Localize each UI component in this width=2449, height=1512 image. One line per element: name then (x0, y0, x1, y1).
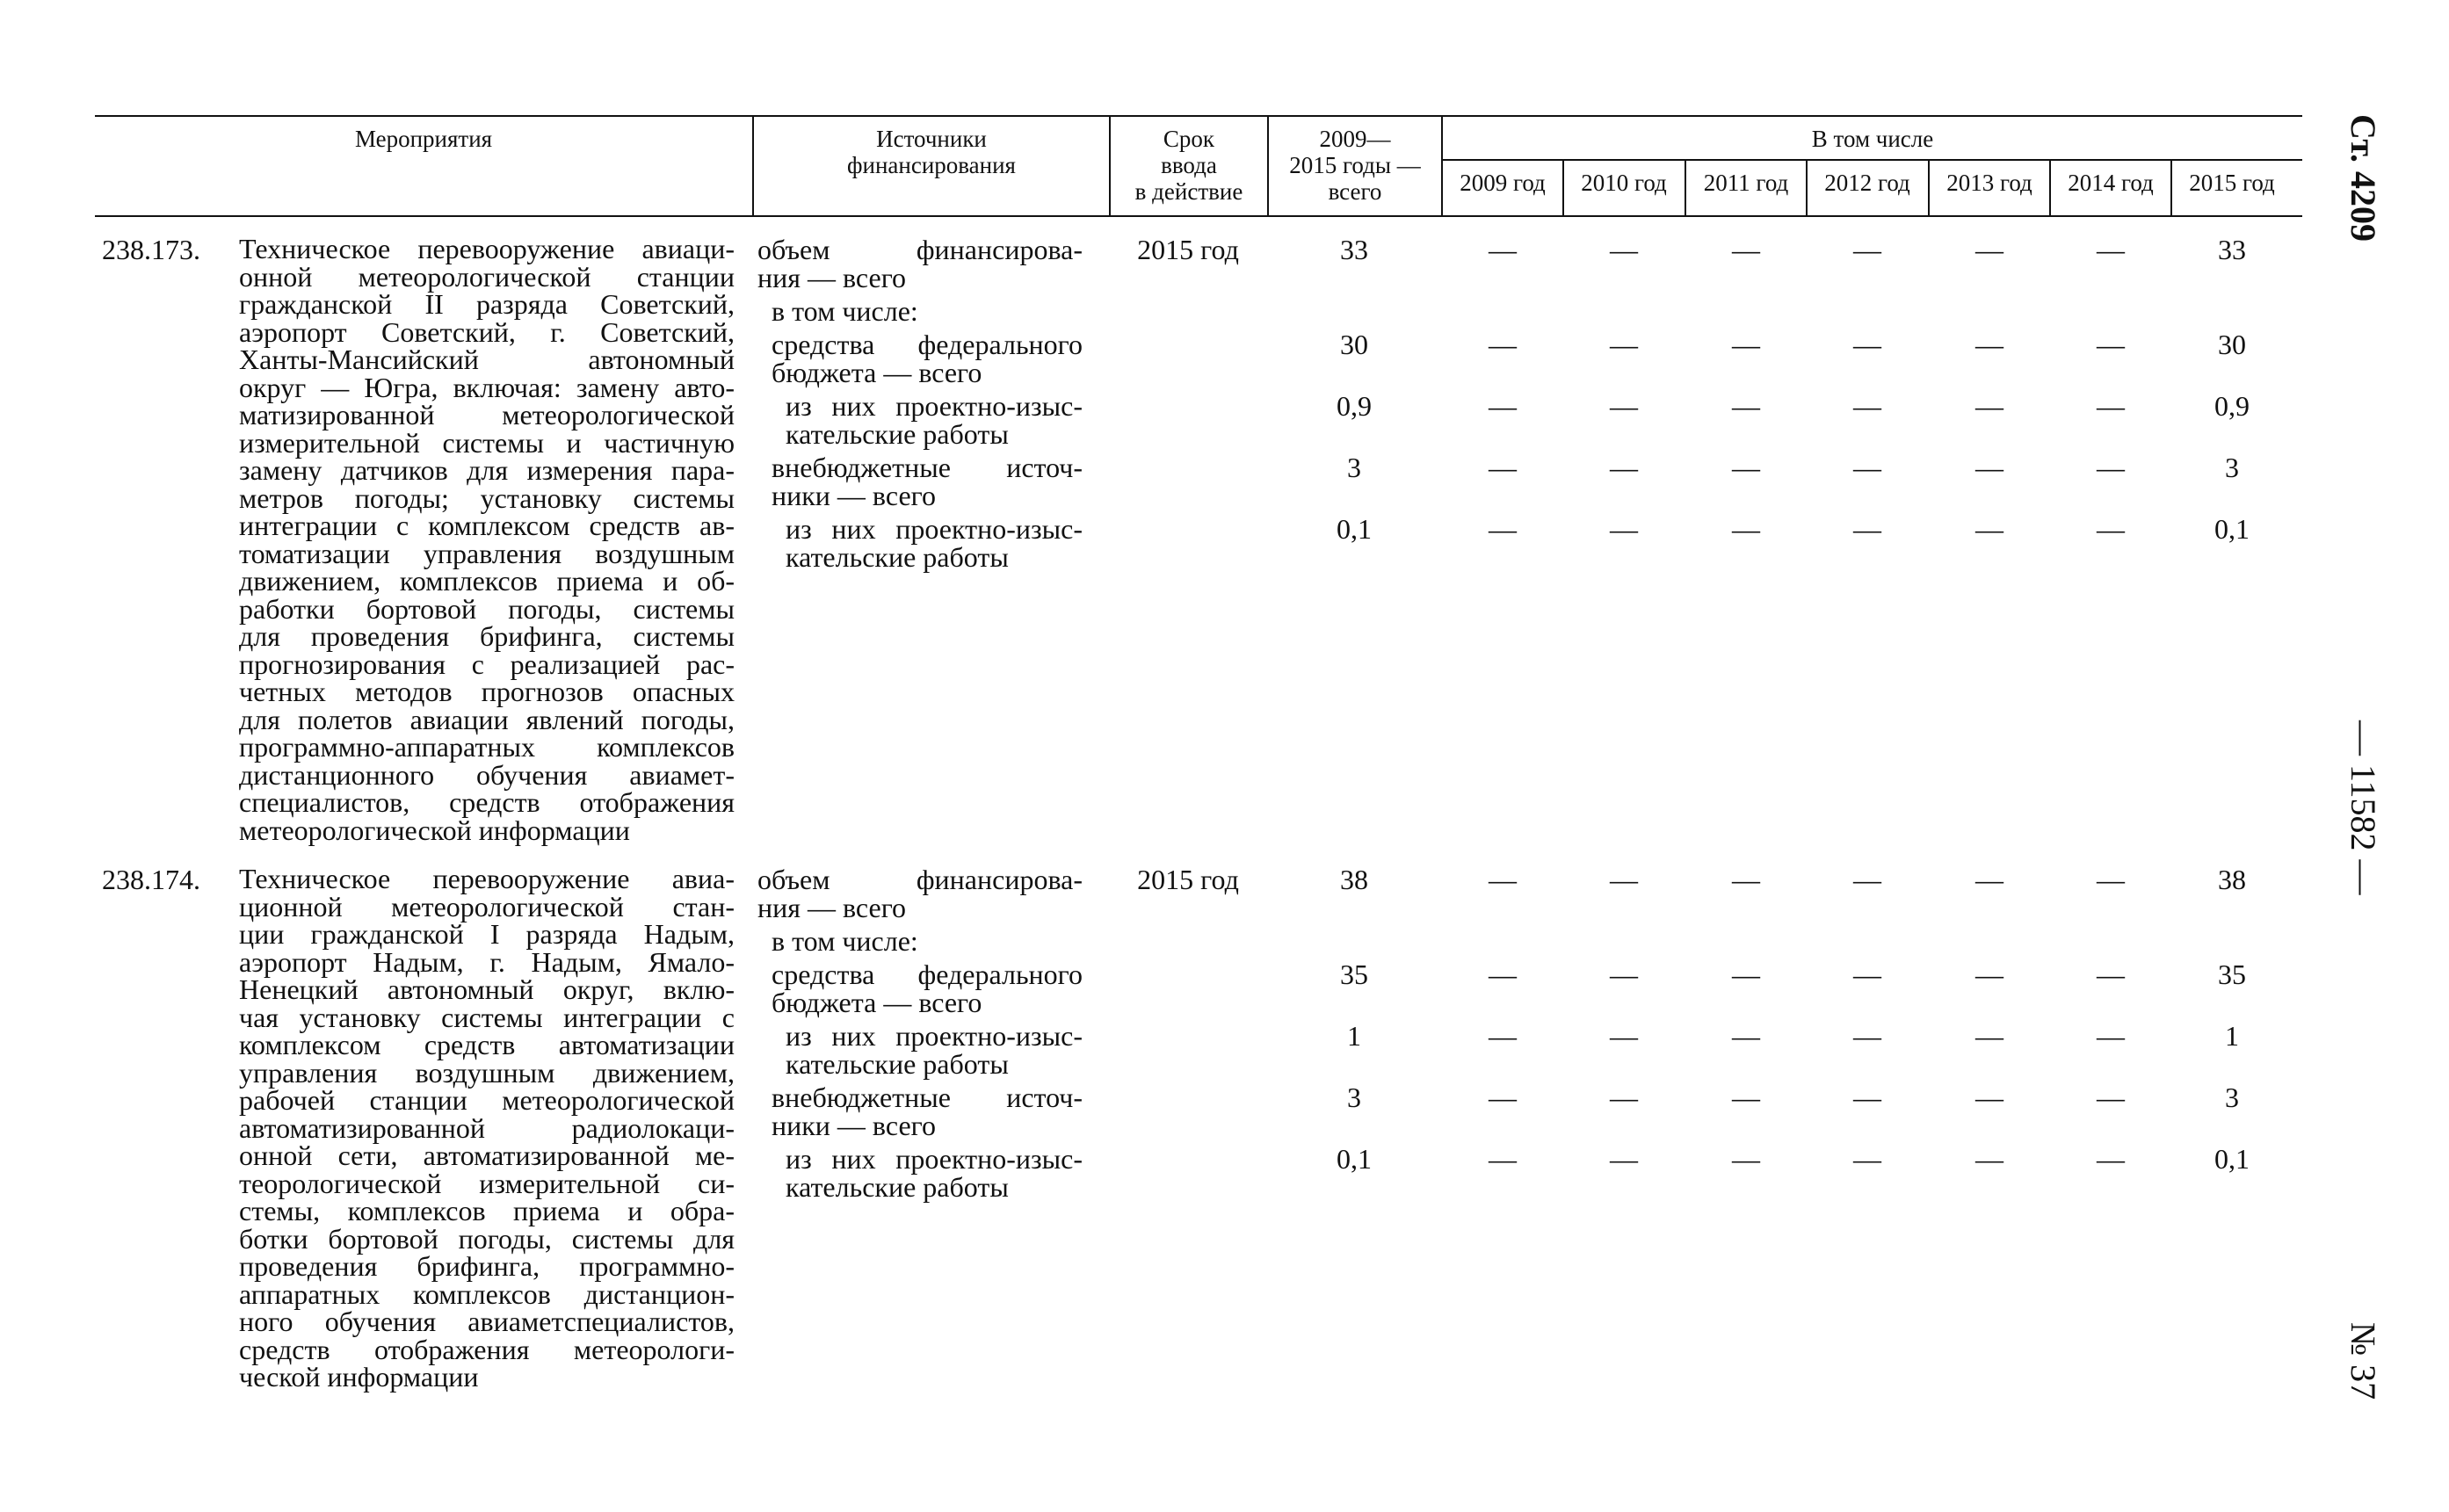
year-value: — (1853, 329, 1881, 360)
description-line: аэропорт Советский, г. Советский, (239, 315, 735, 348)
description-line: матизированной метеорологической (239, 399, 735, 430)
description-line: чая установку системы интеграции с (239, 1001, 735, 1033)
description-line: для проведения брифинга, системы (239, 620, 735, 652)
year-value: — (1853, 513, 1881, 545)
description-line: четных методов прогнозов опасных (239, 676, 735, 707)
header-bottom-rule (95, 215, 2302, 217)
funding-source-line: из них проектно-изыс- (786, 390, 1083, 422)
year-value: — (1732, 452, 1760, 483)
description-line: метеорологической информации (239, 814, 630, 846)
year-value: — (1975, 1020, 2003, 1052)
year-value: — (1489, 513, 1517, 545)
year-value: 1 (2225, 1020, 2239, 1052)
year-value: 3 (2225, 1082, 2239, 1113)
funding-source-line: средства федерального (772, 959, 1083, 990)
year-value: — (1975, 1143, 2003, 1175)
funding-source (786, 1145, 1083, 1201)
description-line: интеграции с комплексом средств ав- (239, 510, 735, 541)
description-line: комплексом средств автоматизации (239, 1029, 735, 1060)
year-value: — (1975, 1082, 2003, 1113)
years-header-rule (1441, 159, 2302, 161)
funding-source (757, 235, 1083, 292)
year-value: — (1610, 1082, 1638, 1113)
header-year: 2014 год (2068, 170, 2154, 196)
description-line: ционной метеорологической стан- (239, 890, 735, 922)
funding-source (772, 453, 1083, 510)
row-number: 238.173. (102, 234, 200, 265)
description-line: онной метеорологической станции (239, 260, 735, 293)
description-line: Ханты-Мансийский автономный (239, 344, 735, 375)
description-line: прогнозирования с реализацией рас- (239, 647, 735, 680)
year-value: — (1975, 959, 2003, 990)
year-value: — (1732, 329, 1760, 360)
funding-source-line: ния — всего (757, 262, 907, 293)
commissioning-term: 2015 год (1137, 864, 1239, 895)
year-value: — (1489, 1082, 1517, 1113)
year-value: — (2097, 1082, 2125, 1113)
description-line: Техническое перевооружение авиа- (239, 863, 735, 894)
year-value: — (1489, 452, 1517, 483)
description-line: средств отображения метеорологи- (239, 1333, 735, 1365)
year-value: — (1853, 1143, 1881, 1175)
description-line: метров погоды; установку системы (239, 481, 735, 514)
funding-source-line: в том числе: (772, 295, 918, 327)
year-value: — (1489, 1020, 1517, 1052)
year-value: — (1610, 452, 1638, 483)
funding-source-line: ния — всего (757, 892, 907, 923)
funding-source-line: объем финансирова- (757, 864, 1083, 895)
total-value: 38 (1340, 864, 1368, 895)
year-value: — (1732, 959, 1760, 990)
year-value: — (1489, 390, 1517, 422)
description-line: рабочей станции метеорологической (239, 1084, 735, 1116)
year-value: — (1732, 234, 1760, 265)
description-line: теорологической измерительной си- (239, 1167, 735, 1199)
year-value: — (1610, 1143, 1638, 1175)
issue-number: № 37 (2344, 1322, 2383, 1400)
year-value: — (1489, 1143, 1517, 1175)
year-value: — (2097, 329, 2125, 360)
description-line: специалистов, средств отображения (239, 786, 735, 818)
measure-description (239, 235, 735, 844)
year-value: 0,9 (2214, 390, 2250, 422)
year-value: — (1610, 864, 1638, 895)
total-value: 33 (1340, 234, 1368, 265)
description-line: программно-аппаратных комплексов (239, 731, 735, 763)
funding-source-line: кательские работы (786, 1171, 1009, 1203)
year-value: — (1489, 329, 1517, 360)
funding-source-line: ники — всего (772, 480, 936, 511)
description-line: ботки бортовой погоды, системы для (239, 1222, 735, 1255)
funding-source-line: кательские работы (786, 1048, 1009, 1080)
funding-source-line: кательские работы (786, 541, 1009, 573)
year-value: — (1610, 390, 1638, 422)
total-value: 1 (1347, 1020, 1361, 1052)
total-value: 30 (1340, 329, 1368, 360)
header-measures: Мероприятия (354, 126, 493, 152)
year-value: — (1610, 234, 1638, 265)
funding-source-line: кательские работы (786, 418, 1009, 450)
year-value: — (1732, 864, 1760, 895)
description-line: томатизации управления воздушным (239, 537, 735, 569)
description-line: для полетов авиации явлений погоды, (239, 703, 735, 735)
description-line: ческой информации (239, 1361, 479, 1393)
description-line: Ненецкий автономный округ, вклю- (239, 973, 735, 1005)
funding-source-line: из них проектно-изыс- (786, 1020, 1083, 1052)
funding-source-line: внебюджетные источ- (772, 1082, 1083, 1113)
table-top-rule (95, 115, 2302, 117)
header-sources: Источники финансирования (847, 126, 1016, 178)
year-value: — (1853, 452, 1881, 483)
year-value: — (2097, 1143, 2125, 1175)
year-value: — (2097, 959, 2125, 990)
funding-source (786, 392, 1083, 448)
total-value: 0,1 (1337, 513, 1372, 545)
funding-source (772, 330, 1083, 387)
year-value: — (1489, 959, 1517, 990)
description-line: онной сети, автоматизированной ме- (239, 1139, 735, 1171)
header-year: 2010 год (1581, 170, 1667, 196)
funding-source (757, 865, 1083, 922)
year-value: — (1853, 234, 1881, 265)
funding-source-line: из них проектно-изыс- (786, 1143, 1083, 1175)
year-value: — (2097, 452, 2125, 483)
funding-source (772, 1083, 1083, 1139)
year-value: — (1853, 1020, 1881, 1052)
funding-source-line: из них проектно-изыс- (786, 513, 1083, 545)
year-value: — (1975, 329, 2003, 360)
row-number: 238.174. (102, 864, 200, 895)
year-value: 33 (2218, 234, 2246, 265)
year-value: 0,1 (2214, 1143, 2250, 1175)
funding-source (772, 297, 1083, 325)
description-line: автоматизированной радиолокаци- (239, 1111, 735, 1144)
funding-source-line: бюджета — всего (772, 357, 982, 388)
year-value: — (2097, 390, 2125, 422)
year-value: — (1975, 234, 2003, 265)
year-value: — (2097, 1020, 2125, 1052)
funding-source (786, 515, 1083, 571)
funding-source-line: средства федерального (772, 329, 1083, 360)
description-line: работки бортовой погоды, системы (239, 592, 735, 625)
year-value: — (1853, 390, 1881, 422)
measure-description (239, 865, 735, 1392)
header-term: Срок ввода в действие (1134, 126, 1243, 205)
header-year: 2011 год (1703, 170, 1789, 196)
year-value: 3 (2225, 452, 2239, 483)
year-value: — (1489, 234, 1517, 265)
year-value: — (1732, 1143, 1760, 1175)
year-value: 38 (2218, 864, 2246, 895)
funding-source (772, 927, 1083, 955)
description-line: округ — Югра, включая: замену авто- (239, 371, 735, 403)
header-year: 2009 год (1460, 170, 1546, 196)
page-number: — 11582 — (2344, 720, 2383, 895)
total-value: 35 (1340, 959, 1368, 990)
funding-source (786, 1022, 1083, 1078)
description-line: аппаратных комплексов дистанцион- (239, 1277, 735, 1310)
funding-source-line: ники — всего (772, 1110, 936, 1141)
header-year: 2015 год (2189, 170, 2275, 196)
description-line: Техническое перевооружение авиаци- (239, 233, 735, 264)
description-line: измерительной системы и частичную (239, 426, 735, 459)
year-value: — (1732, 1082, 1760, 1113)
description-line: аэропорт Надым, г. Надым, Ямало- (239, 945, 735, 978)
funding-source-line: внебюджетные источ- (772, 452, 1083, 483)
year-value: — (1853, 959, 1881, 990)
year-value: — (2097, 513, 2125, 545)
year-value: — (1610, 513, 1638, 545)
commissioning-term: 2015 год (1137, 234, 1239, 265)
page-label: Ст. 4209 (2344, 114, 2383, 242)
header-total: 2009— 2015 годы — всего (1289, 126, 1421, 205)
year-value: — (1610, 1020, 1638, 1052)
year-value: — (1975, 513, 2003, 545)
total-value: 3 (1347, 1082, 1361, 1113)
header-including: В том числе (1811, 126, 1934, 152)
funding-source-line: объем финансирова- (757, 234, 1083, 265)
description-line: замену датчиков для измерения пара- (239, 454, 735, 486)
year-value: — (1610, 329, 1638, 360)
year-value: — (1489, 864, 1517, 895)
header-year: 2013 год (1946, 170, 2032, 196)
total-value: 0,1 (1337, 1143, 1372, 1175)
year-value: — (1975, 452, 2003, 483)
description-line: ции гражданской I разряда Надым, (239, 918, 735, 950)
year-value: 0,1 (2214, 513, 2250, 545)
year-value: 30 (2218, 329, 2246, 360)
header-year: 2012 год (1824, 170, 1910, 196)
year-value: — (1975, 864, 2003, 895)
total-value: 0,9 (1337, 390, 1372, 422)
total-value: 3 (1347, 452, 1361, 483)
year-value: — (1732, 390, 1760, 422)
description-line: ного обучения авиаметспециалистов, (239, 1306, 735, 1337)
year-value: — (1853, 864, 1881, 895)
year-value: — (1975, 390, 2003, 422)
description-line: гражданской II разряда Советский, (239, 288, 735, 320)
description-line: дистанционного обучения авиамет- (239, 758, 735, 791)
year-value: — (1853, 1082, 1881, 1113)
year-value: — (1610, 959, 1638, 990)
funding-source (772, 960, 1083, 1016)
funding-source-line: бюджета — всего (772, 987, 982, 1018)
funding-source-line: в том числе: (772, 925, 918, 957)
year-value: — (2097, 234, 2125, 265)
description-line: проведения брифинга, программно- (239, 1250, 735, 1282)
year-value: — (1732, 513, 1760, 545)
description-line: управления воздушным движением, (239, 1056, 735, 1089)
description-line: стемы, комплексов приема и обра- (239, 1195, 735, 1226)
year-value: 35 (2218, 959, 2246, 990)
description-line: движением, комплексов приема и об- (239, 565, 735, 597)
year-value: — (1732, 1020, 1760, 1052)
year-value: — (2097, 864, 2125, 895)
